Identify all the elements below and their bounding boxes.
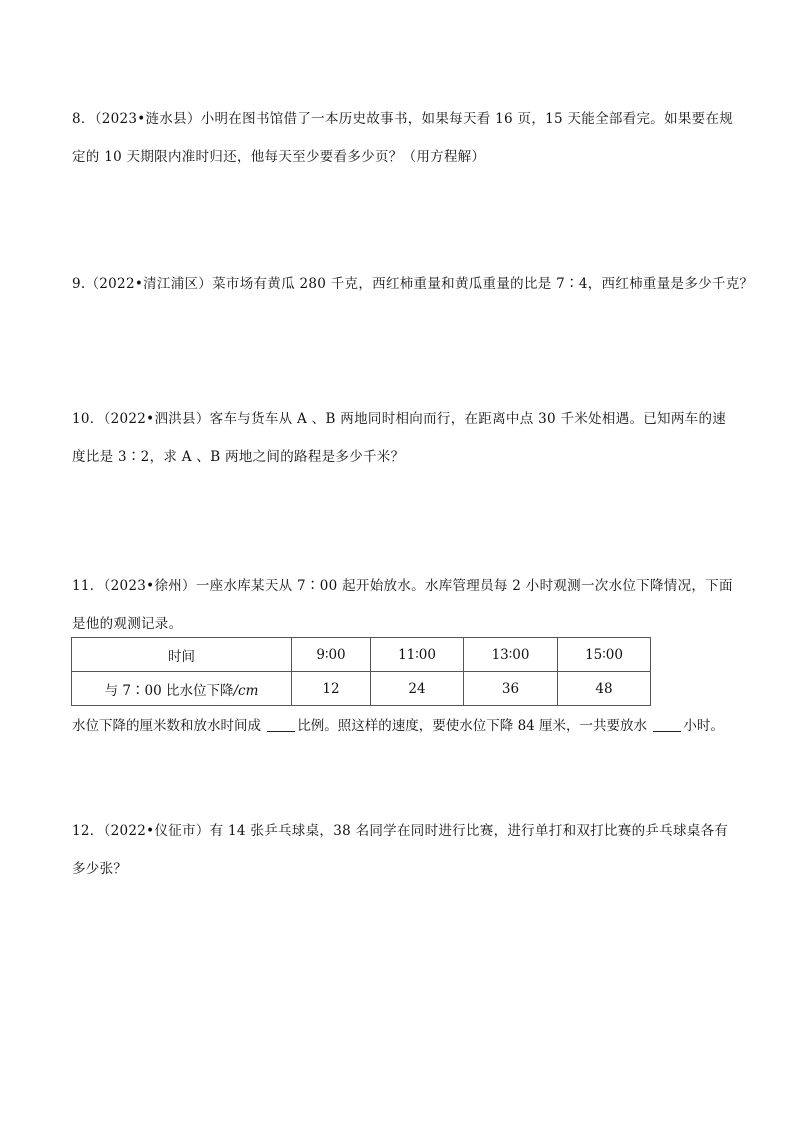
answer-blank-2[interactable] <box>653 717 681 732</box>
table-header-row <box>72 638 651 672</box>
question-10-line-2: 度比是 3∶2，求 A 、B 两地之间的路程是多少千米？ <box>72 449 405 465</box>
row-label-unit: /cm <box>233 682 259 699</box>
question-10 <box>72 400 732 476</box>
table-cell: 48 <box>558 672 651 706</box>
observation-table <box>71 637 651 706</box>
question-12 <box>72 812 732 888</box>
question-9-line-1: 9.（2022•清江浦区）菜市场有黄瓜 280 千克，西红柿重量和黄瓜重量的比是 7∶4，西红柿重量是多少千克？ <box>72 276 754 292</box>
question-8-line-2: 定的 10 天期限内准时归还，他每天至少要看多少页？（用方程解） <box>72 149 486 165</box>
table-row <box>72 672 651 706</box>
table-header-cell: 13∶00 <box>464 638 558 672</box>
question-11 <box>72 567 732 643</box>
fill-in-text-3: 小时。 <box>683 718 724 734</box>
answer-blank-1[interactable] <box>267 717 295 732</box>
table-cell: 24 <box>371 672 464 706</box>
table-header-cell: 时间 <box>72 638 292 672</box>
table-header-cell: 9∶00 <box>292 638 371 672</box>
question-11-line-2: 是他的观测记录。 <box>72 616 183 632</box>
fill-in-text-2: 比例。照这样的速度，要使水位下降 84 厘米，一共要放水 <box>297 718 648 734</box>
row-label-text: 与 7∶00 比水位下降 <box>104 682 234 699</box>
question-11-fill-in <box>72 710 724 742</box>
question-8 <box>72 100 732 176</box>
table-cell: 12 <box>292 672 371 706</box>
question-12-line-1: 12．（2022•仪征市）有 14 张乒乓球桌，38 名同学在同时进行比赛，进行单打和双打比赛的乒乓球桌各有 <box>72 823 729 839</box>
fill-in-text-1: 水位下降的厘米数和放水时间成 <box>72 718 261 734</box>
table-header-cell: 11∶00 <box>371 638 464 672</box>
table-row-label <box>72 672 292 706</box>
question-9 <box>72 265 754 303</box>
question-8-line-1: 8．（2023•涟水县）小明在图书馆借了一本历史故事书，如果每天看 16 页，15 天能全部看完。如果要在规 <box>72 111 734 127</box>
question-10-line-1: 10．（2022•泗洪县）客车与货车从 A 、B 两地同时相向而行，在距离中点 30 千米处相遇。已知两车的速 <box>72 411 727 427</box>
table-header-cell: 15∶00 <box>558 638 651 672</box>
table-cell: 36 <box>464 672 558 706</box>
question-11-line-1: 11．（2023•徐州）一座水库某天从 7∶00 起开始放水。水库管理员每 2 小时观测一次水位下降情况，下面 <box>72 578 733 594</box>
question-12-line-2: 多少张？ <box>72 861 128 877</box>
